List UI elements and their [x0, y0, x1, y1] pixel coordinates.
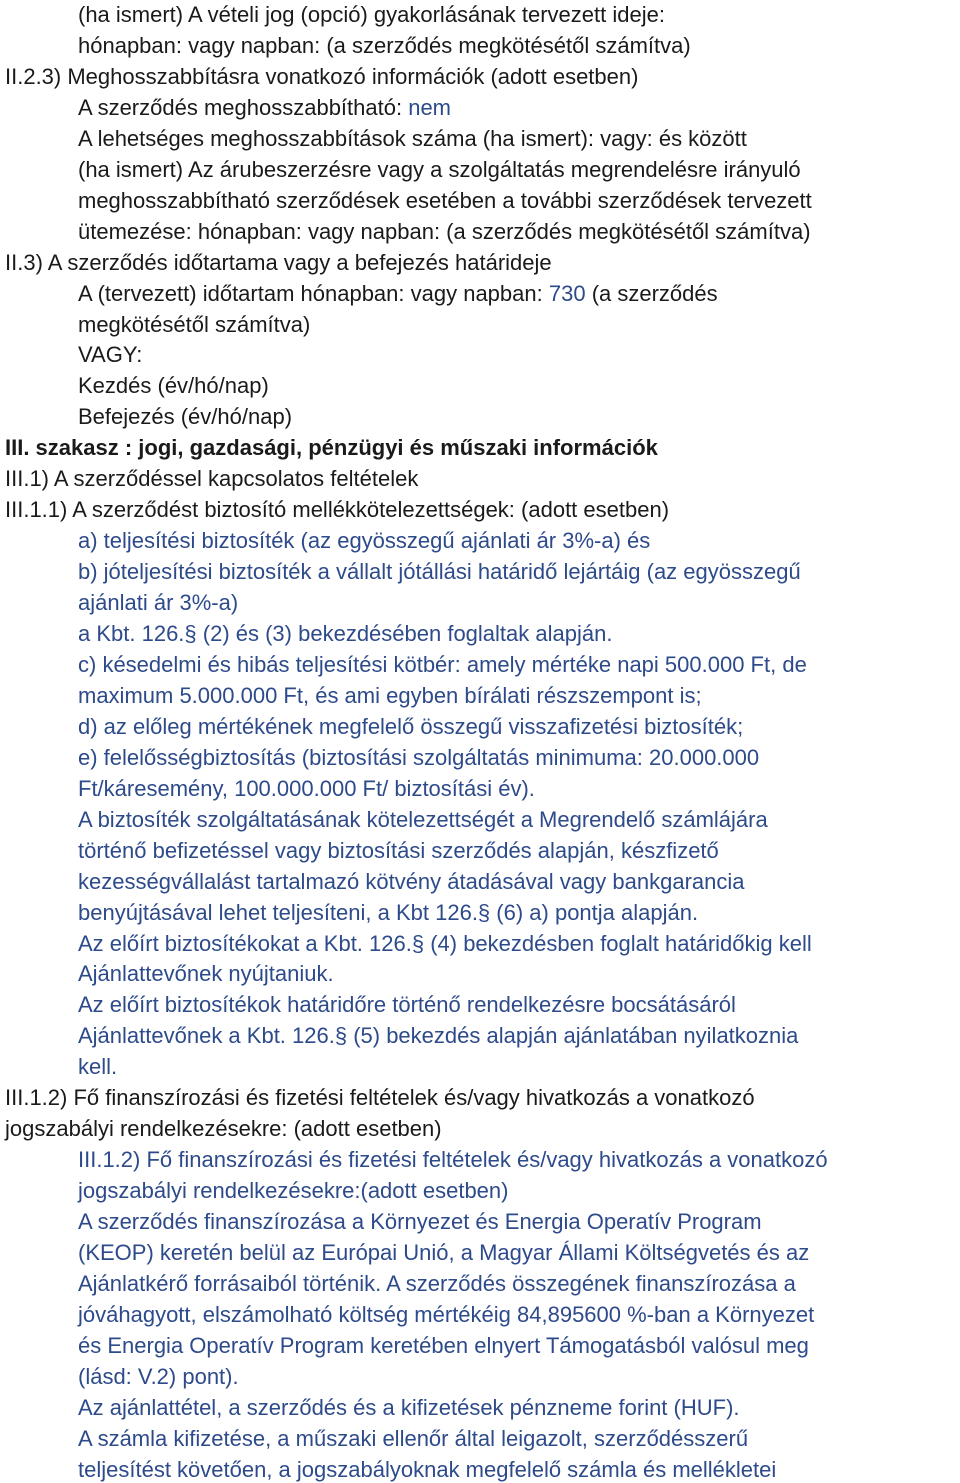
document-line: ütemezése: hónapban: vagy napban: (a szerződés megkötésétől számítva) [78, 218, 811, 244]
document-line: A biztosíték szolgáltatásának kötelezettségét a Megrendelő számlájára [78, 806, 768, 832]
document-line: Az előírt biztosítékokat a Kbt. 126.§ (4) bekezdésben foglalt határidőkig kell [78, 930, 812, 956]
document-line: III.1.1) A szerződést biztosító mellékkötelezettségek: (adott esetben) [5, 497, 670, 523]
document-line [78, 281, 718, 307]
document-line: (ha ismert) A vételi jog (opció) gyakorlásának tervezett ideje: [78, 2, 665, 27]
document-line: Ft/káresemény, 100.000.000 Ft/ biztosítási év). [78, 775, 535, 801]
document-line: teljesítést követően, a jogszabályoknak megfelelő számla és mellékletei [78, 1456, 777, 1482]
document-line: b) jóteljesítési biztosíték a vállalt jótállási határidő lejártáig (az egyösszegű [78, 559, 801, 585]
document-line: Ajánlattevőnek a Kbt. 126.§ (5) bekezdés alapján ajánlatában nyilatkoznia [78, 1023, 799, 1049]
document-line: megkötésétől számítva) [78, 311, 311, 337]
document-line: Kezdés (év/hó/nap) [78, 373, 269, 399]
document-line: Ajánlatkérő forrásaiból történik. A szerződés összegének finanszírozása a [78, 1270, 796, 1296]
document-line: A szerződés finanszírozása a Környezet és Energia Operatív Program [78, 1209, 762, 1235]
document-line: meghosszabbítható szerződések esetében a további szerződések tervezett [78, 187, 812, 213]
document-line: VAGY: [78, 342, 143, 368]
document-line: (ha ismert) Az árubeszerzésre vagy a szolgáltatás megrendelésre irányuló [78, 156, 801, 182]
document-line: III.1.2) Fő finanszírozási és fizetési feltételek és/vagy hivatkozás a vonatkozó [78, 1147, 828, 1173]
document-line: és Energia Operatív Program keretében elnyert Támogatásból valósul meg [78, 1332, 809, 1358]
document-line: A számla kifizetése, a műszaki ellenőr által leigazolt, szerződésszerű [78, 1425, 749, 1451]
document-line [78, 95, 451, 121]
document-line: Befejezés (év/hó/nap) [78, 404, 293, 430]
document-line: a Kbt. 126.§ (2) és (3) bekezdésében foglaltak alapján. [78, 621, 613, 646]
document-line: benyújtásával lehet teljesíteni, a Kbt 126.§ (6) a) pontja alapján. [78, 899, 699, 925]
field-value: nem [408, 94, 451, 120]
document-line: hónapban: vagy napban: (a szerződés megkötésétől számítva) [78, 32, 691, 58]
document-line: jogszabályi rendelkezésekre:(adott esetben) [78, 1178, 509, 1204]
document-line: e) felelősségbiztosítás (biztosítási szolgáltatás minimuma: 20.000.000 [78, 744, 760, 770]
document-line: c) késedelmi és hibás teljesítési kötbér: amely mértéke napi 500.000 Ft, de [78, 651, 807, 677]
document-line: III.1.2) Fő finanszírozási és fizetési feltételek és/vagy hivatkozás a vonatkozó [5, 1085, 755, 1111]
document-line: kezességvállalást tartalmazó kötvény átadásával vagy bankgarancia [78, 868, 745, 894]
document-line: A lehetséges meghosszabbítások száma (ha ismert): vagy: és között [78, 125, 747, 151]
field-label: (a szerződés [585, 280, 718, 306]
document-line: III.1) A szerződéssel kapcsolatos feltételek [5, 466, 419, 492]
document-line: történő befizetéssel vagy biztosítási szerződés alapján, készfizető [78, 837, 719, 863]
document-line: Ajánlattevőnek nyújtaniuk. [78, 961, 334, 987]
field-label: A (tervezett) időtartam hónapban: vagy napban: [78, 280, 549, 306]
document-line: kell. [78, 1054, 118, 1080]
field-label: A szerződés meghosszabbítható: [78, 94, 409, 120]
document-line: (KEOP) keretén belül az Európai Unió, a Magyar Állami Költségvetés és az [78, 1240, 810, 1265]
document-line: a) teljesítési biztosíték (az egyösszegű ajánlati ár 3%-a) és [78, 528, 651, 554]
document-line: jogszabályi rendelkezésekre: (adott esetben) [5, 1116, 442, 1142]
document-line: Az ajánlattétel, a szerződés és a kifizetések pénzneme forint (HUF). [78, 1394, 740, 1420]
document-line: II.3) A szerződés időtartama vagy a befejezés határideje [5, 249, 552, 275]
field-value: 730 [548, 280, 586, 306]
document-line: d) az előleg mértékének megfelelő összegű visszafizetési biztosíték; [78, 713, 744, 739]
document-line: jóváhagyott, elszámolható költség mértékéig 84,895600 %-ban a Környezet [78, 1301, 815, 1327]
document-line: (lásd: V.2) pont). [78, 1363, 239, 1389]
section-heading: III. szakasz : jogi, gazdasági, pénzügyi és műszaki információk [5, 435, 658, 461]
document-line: maximum 5.000.000 Ft, és ami egyben bírálati részszempont is; [78, 682, 702, 708]
document-line: II.2.3) Meghosszabbításra vonatkozó információk (adott esetben) [5, 63, 639, 89]
document-line: Az előírt biztosítékok határidőre történő rendelkezésre bocsátásáról [78, 992, 736, 1018]
document-line: ajánlati ár 3%-a) [78, 590, 239, 616]
